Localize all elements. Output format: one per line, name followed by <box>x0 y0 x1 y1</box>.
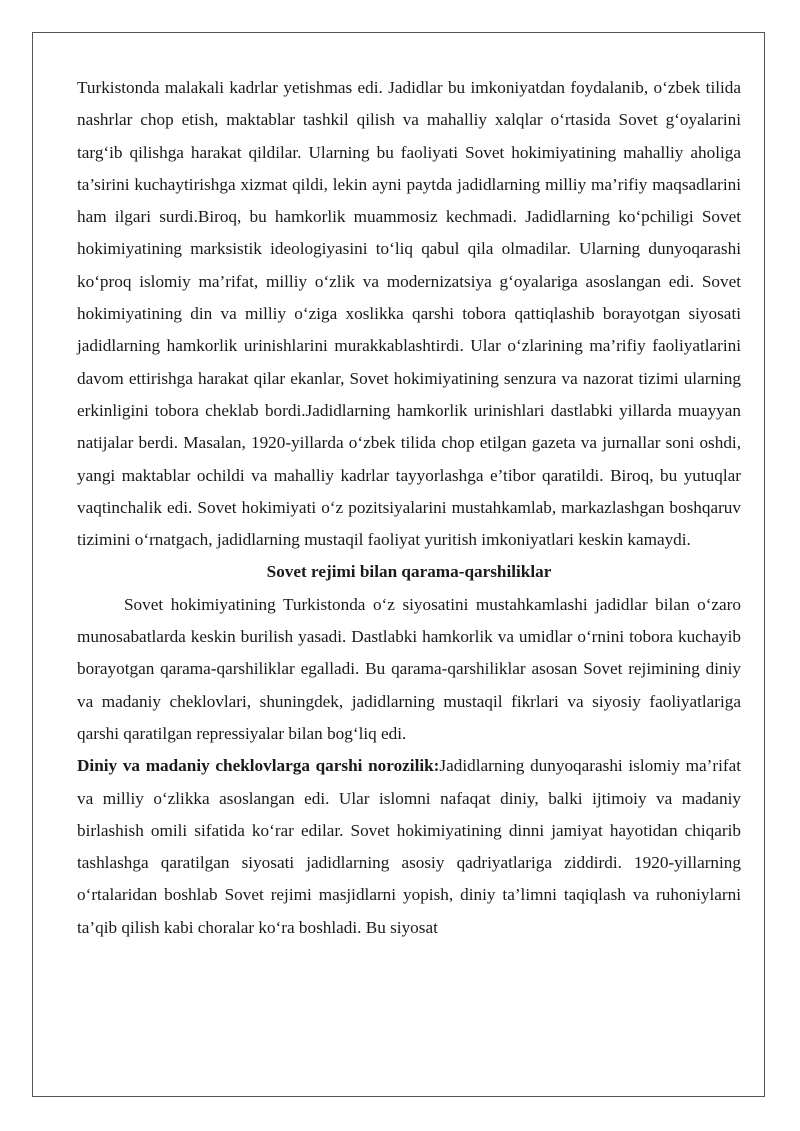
body-paragraph: Sovet hokimiyatining Turkistonda o‘z siyosatini mustahkamlashi jadidlar bilan o‘zaro munosabatlarda keskin burilish yasadi. Dastlabki hamkorlik va umidlar o‘rnini tobora kuchayib borayotgan qarama-qarshiliklar egalladi. Bu qarama-qarshiliklar asosan Sovet rejimining diniy va madaniy cheklovlari, shuningdek, jadidlarning mustaqil fikrlari va siyosiy faoliyatlariga qarshi qaratilgan repressiyalar bilan bog‘liq edi. <box>77 594 741 743</box>
body-paragraph <box>77 750 741 944</box>
document-body <box>77 72 741 944</box>
paragraph-lead: Diniy va madaniy cheklovlarga qarshi norozilik: <box>77 756 440 776</box>
paragraph-text: Jadidlarning dunyoqarashi islomiy ma’rifat va milliy o‘zlikka asoslangan edi. Ular islomni nafaqat diniy, balki ijtimoiy va madaniy birlashish omili sifatida ko‘rar edilar. Sovet hokimiyatining dinni jamiyat hayotidan chiqarib tashlashga qaratilgan siyosati jadidlarning asosiy qadriyatlariga ziddirdi. 1920-yillarning o‘rtalaridan boshlab Sovet rejimi masjidlarni yopish, diniy ta’limni taqiqlash va ruhoniylarni ta’qib qilish kabi choralar ko‘ra boshladi. Bu siyosat <box>77 756 741 937</box>
section-heading: Sovet rejimi bilan qarama-qarshiliklar <box>266 562 552 582</box>
body-paragraph: Turkistonda malakali kadrlar yetishmas edi. Jadidlar bu imkoniyatdan foydalanib, o‘zbek tilida nashrlar chop etish, maktablar tashkil qilish va mahalliy xalqlar o‘rtasida Sovet g‘oyalarini targ‘ib qilishga harakat qildilar. Ularning bu faoliyati Sovet hokimiyatining mahalliy aholiga ta’sirini kuchaytirishga xizmat qildi, lekin ayni paytda jadidlarning milliy ma’rifiy maqsadlarini ham ilgari surdi.Biroq, bu hamkorlik muammosiz kechmadi. Jadidlarning ko‘pchiligi Sovet hokimiyatining marksistik ideologiyasini to‘liq qabul qila olmadilar. Ularning dunyoqarashi ko‘proq islomiy ma’rifat, milliy o‘zlik va modernizatsiya g‘oyalariga asoslangan edi. Sovet hokimiyatining din va milliy o‘ziga xoslikka qarshi tobora qattiqlashib borayotgan siyosati jadidlarning hamkorlik urinishlarini murakkablashtirdi. Ular o‘zlarining ma’rifiy faoliyatlarini davom ettirishga harakat qilar ekanlar, Sovet hokimiyatining senzura va nazorat tizimi ularning erkinligini tobora cheklab bordi.Jadidlarning hamkorlik urinishlari dastlabki yillarda muayyan natijalar berdi. Masalan, 1920-yillarda o‘zbek tilida chop etilgan gazeta va jurnallar soni oshdi, yangi maktablar ochildi va mahalliy kadrlar tayyorlashga e’tibor qaratildi. Biroq, bu yutuqlar vaqtinchalik edi. Sovet hokimiyati o‘z pozitsiyalarini mustahkamlab, markazlashgan boshqaruv tizimini o‘rnatgach, jadidlarning mustaqil faoliyat yuritish imkoniyatlari keskin kamaydi. <box>77 78 741 550</box>
